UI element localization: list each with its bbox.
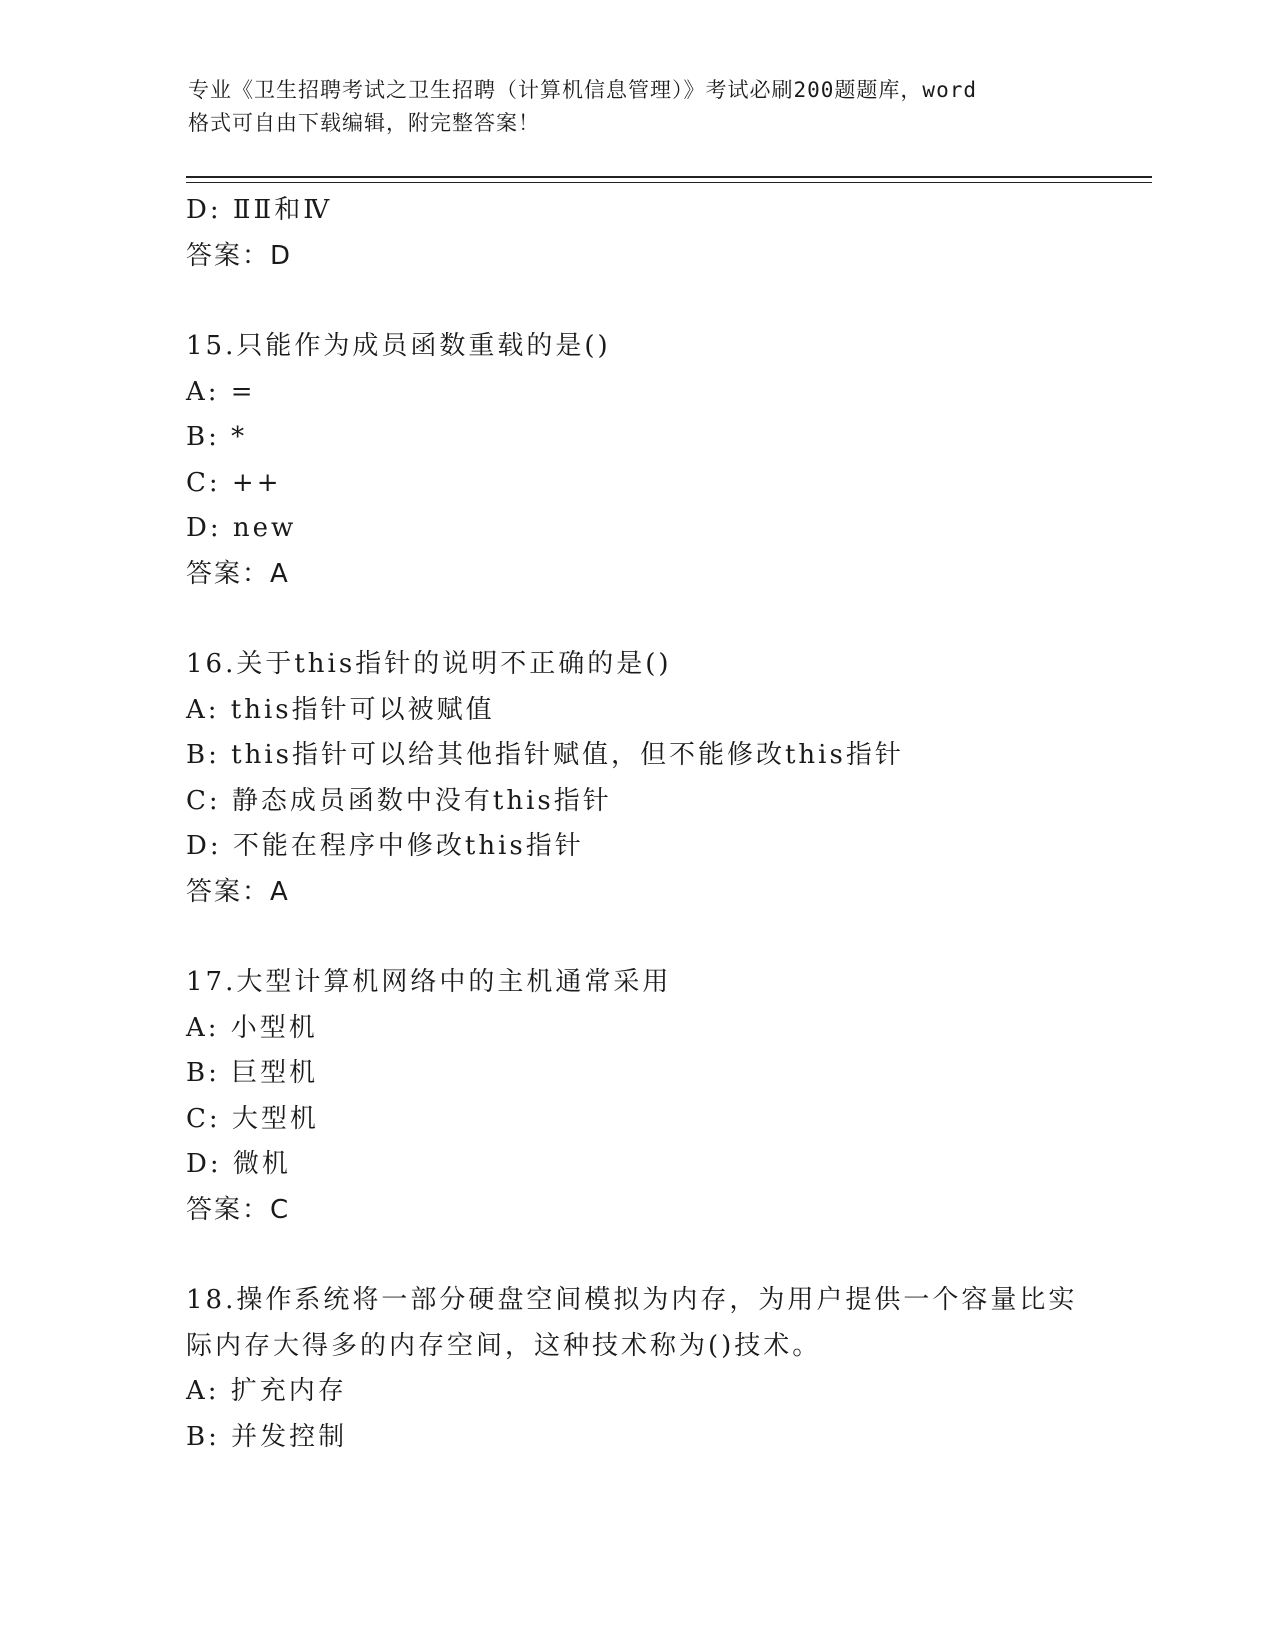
option-a: A: 扩充内存 xyxy=(186,1376,347,1406)
option-b: B: this指针可以给其他指针赋值，但不能修改this指针 xyxy=(186,740,904,770)
option-d: D: 不能在程序中修改this指针 xyxy=(186,831,584,861)
option-a: A: this指针可以被赋值 xyxy=(186,694,495,725)
question-stem-line-1: 18.操作系统将一部分硬盘空间模拟为内存，为用户提供一个容量比实 xyxy=(186,1285,1078,1315)
answer: 答案：D xyxy=(186,240,293,271)
header-line-1: 专业《卫生招聘考试之卫生招聘（计算机信息管理）》考试必刷200题题库，word xyxy=(188,78,977,102)
option-c: C: ++ xyxy=(186,467,282,498)
question-16 xyxy=(186,642,1106,915)
answer: 答案：C xyxy=(186,1194,291,1225)
question-stem: 17.大型计算机网络中的主机通常采用 xyxy=(186,967,672,997)
question-list xyxy=(186,188,1106,1460)
header-rule-thin xyxy=(186,182,1152,183)
option-d: D: ⅡⅡ和Ⅳ xyxy=(186,195,333,225)
option-c: C: 静态成员函数中没有this指针 xyxy=(186,785,612,816)
document-header xyxy=(188,74,1088,140)
question-stem-line-2: 际内存大得多的内存空间，这种技术称为()技术。 xyxy=(186,1330,822,1361)
option-a: A: 小型机 xyxy=(186,1012,318,1043)
option-b: B: 并发控制 xyxy=(186,1421,348,1452)
option-c: C: 大型机 xyxy=(186,1103,319,1134)
option-a: A: = xyxy=(186,376,256,407)
header-line-2: 格式可自由下载编辑，附完整答案！ xyxy=(188,111,540,135)
option-d: D: new xyxy=(186,513,297,543)
option-d: D: 微机 xyxy=(186,1149,291,1179)
answer: 答案：A xyxy=(186,876,290,907)
header-rule-thick xyxy=(186,176,1152,178)
answer: 答案：A xyxy=(186,558,290,589)
option-b: B: * xyxy=(186,422,248,452)
question-17 xyxy=(186,960,1106,1233)
question-15 xyxy=(186,324,1106,597)
question-14 xyxy=(186,188,1106,279)
question-18 xyxy=(186,1278,1106,1460)
question-stem: 16.关于this指针的说明不正确的是() xyxy=(186,649,672,679)
option-b: B: 巨型机 xyxy=(186,1058,319,1088)
question-stem: 15.只能作为成员函数重载的是() xyxy=(186,331,611,361)
